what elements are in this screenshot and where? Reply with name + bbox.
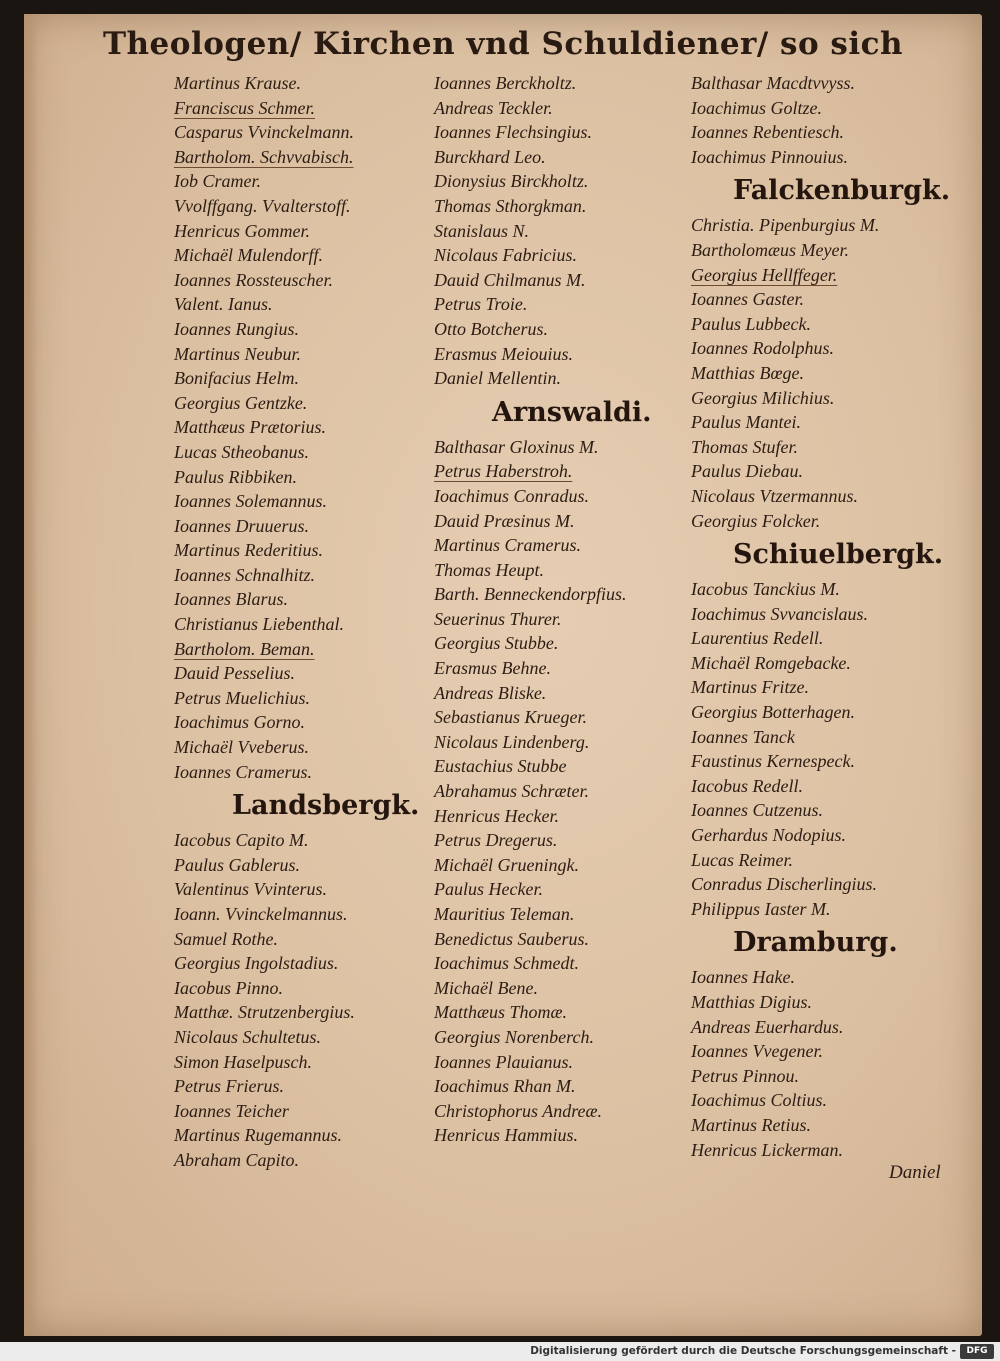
name-entry: Martinus Rugemannus. (174, 1125, 342, 1146)
name-entry: Ioannes Rodolphus. (691, 338, 834, 359)
section-heading: Landsbergk. (232, 790, 420, 822)
name-entry: Ioannes Rossteuscher. (174, 269, 333, 290)
section-heading: Falckenburgk. (733, 175, 951, 207)
name-entry: Eustachius Stubbe (434, 756, 567, 777)
name-entry: Abraham Capito. (174, 1149, 300, 1170)
name-entry: Ioannes Rebentiesch. (691, 122, 844, 143)
name-entry: Casparus Vvinckelmann. (174, 122, 354, 143)
name-entry: Dauid Præsinus M. (434, 510, 575, 531)
name-entry: Paulus Diebau. (691, 461, 803, 482)
name-entry: Andreas Euerhardus. (691, 1016, 844, 1037)
name-entry: Martinus Retius. (691, 1114, 811, 1135)
name-entry-underlined: Franciscus Schmer. (174, 97, 315, 118)
name-entry: Iacobus Tanckius M. (691, 579, 840, 600)
name-entry: Valent. Ianus. (174, 294, 273, 315)
name-entry: Gerhardus Nodopius. (691, 825, 847, 846)
name-entry: Ioann. Vvinckelmannus. (174, 904, 348, 924)
name-entry: Benedictus Sauberus. (434, 928, 589, 949)
name-entry: Ioannes Plauianus. (434, 1051, 573, 1072)
dfg-logo: DFG (960, 1344, 994, 1359)
name-entry: Iacobus Capito M. (174, 830, 309, 851)
name-entry: Samuel Rothe. (174, 928, 278, 949)
name-entry: Nicolaus Vtzermannus. (691, 485, 859, 506)
name-entry: Nicolaus Fabricius. (434, 245, 577, 266)
name-entry: Matthæus Thomæ. (434, 1002, 568, 1023)
section-heading: Dramburg. (733, 927, 898, 959)
name-entry: Iacobus Pinno. (174, 977, 283, 998)
name-entry: Balthasar Gloxinus M. (434, 436, 599, 457)
name-entry: Georgius Ingolstadius. (174, 953, 339, 974)
name-entry: Ioachimus Coltius. (691, 1090, 828, 1111)
name-entry: Thomas Sthorgkman. (434, 195, 587, 216)
name-entry: Christophorus Andreæ. (434, 1100, 603, 1121)
name-column-3 (691, 71, 950, 1162)
name-entry: Laurentius Redell. (691, 628, 824, 649)
name-column-2 (434, 71, 652, 1148)
name-entry: Paulus Hecker. (434, 879, 543, 900)
section-heading: Schiuelbergk. (733, 539, 944, 571)
name-entry: Seuerinus Thurer. (434, 608, 562, 629)
name-entry: Georgius Botterhagen. (691, 702, 855, 723)
name-entry: Georgius Norenberch. (434, 1026, 594, 1047)
name-entry: Ioannes Tanck (691, 726, 795, 747)
name-entry: Georgius Stubbe. (434, 633, 559, 654)
name-entry: Andreas Bliske. (434, 682, 547, 703)
name-entry: Henricus Hammius. (434, 1125, 578, 1146)
funding-notice: Digitalisierung gefördert durch die Deutsche Forschungsgemeinschaft - (530, 1345, 956, 1357)
name-entry: Petrus Troie. (434, 294, 528, 315)
name-entry: Petrus Muelichius. (174, 687, 310, 708)
catchword: Daniel (889, 1162, 941, 1183)
name-entry: Thomas Stufer. (691, 436, 799, 457)
name-entry: Ioannes Cutzenus. (691, 800, 823, 821)
name-entry: Petrus Frierus. (174, 1076, 284, 1097)
name-entry: Valentinus Vvinterus. (174, 879, 327, 900)
name-entry: Dauid Pesselius. (174, 663, 295, 684)
name-entry: Ioachimus Conradus. (434, 485, 590, 506)
name-entry: Iacobus Redell. (691, 775, 803, 796)
name-entry-underlined: Bartholom. Schvvabisch. (174, 146, 354, 167)
name-entry: Ioannes Teicher (174, 1100, 289, 1121)
name-entry: Ioannes Vvegener. (691, 1041, 823, 1062)
section-heading: Arnswaldi. (492, 396, 652, 428)
name-entry: Conradus Discherlingius. (691, 874, 878, 895)
name-entry: Bonifacius Helm. (174, 368, 299, 389)
name-entry: Daniel Mellentin. (434, 368, 561, 389)
name-entry: Erasmus Meiouius. (434, 343, 573, 364)
name-entry: Erasmus Behne. (434, 658, 551, 679)
name-entry: Lucas Reimer. (691, 849, 793, 870)
name-entry: Philippus Iaster M. (691, 898, 831, 919)
name-entry: Matthias Bœge. (691, 362, 804, 383)
name-entry: Paulus Gablerus. (174, 854, 300, 875)
name-entry: Stanislaus N. (434, 220, 530, 241)
name-entry: Ioachimus Svvancislaus. (691, 603, 868, 624)
name-entry: Henricus Hecker. (434, 805, 559, 826)
name-entry: Nicolaus Schultetus. (174, 1026, 321, 1047)
name-entry: Ioachimus Gorno. (174, 712, 305, 733)
name-entry: Faustinus Kernespeck. (691, 751, 855, 772)
name-entry: Ioannes Cramerus. (174, 761, 312, 782)
name-entry: Burckhard Leo. (434, 146, 546, 167)
name-entry: Michaël Vveberus. (174, 737, 309, 758)
name-entry: Martinus Fritze. (691, 677, 810, 698)
name-entry: Michaël Bene. (434, 977, 538, 998)
book-page (24, 14, 982, 1336)
name-entry: Ioachimus Schmedt. (434, 953, 579, 974)
name-entry: Andreas Teckler. (434, 97, 553, 118)
page-edge-shadow (24, 14, 38, 1336)
name-entry: Ioannes Schnalhitz. (174, 564, 315, 585)
name-entry: Thomas Heupt. (434, 559, 545, 580)
name-entry: Michaël Grueningk. (434, 854, 579, 875)
name-entry: Martinus Cramerus. (434, 535, 582, 556)
name-entry: Ioannes Flechsingius. (434, 122, 592, 143)
name-entry: Nicolaus Lindenberg. (434, 731, 590, 752)
name-entry: Michaël Romgebacke. (691, 652, 851, 673)
name-entry: Paulus Lubbeck. (691, 313, 811, 334)
name-entry: Iob Cramer. (174, 171, 262, 192)
name-entry: Martinus Neubur. (174, 343, 302, 364)
name-entry: Ioannes Solemannus. (174, 491, 327, 512)
name-entry: Ioannes Rungius. (174, 318, 299, 339)
name-entry-underlined: Georgius Hellffeger. (691, 264, 838, 285)
name-entry: Martinus Krause. (174, 73, 302, 93)
name-entry: Otto Botcherus. (434, 318, 548, 339)
name-entry: Dauid Chilmanus M. (434, 269, 586, 290)
name-entry-underlined: Bartholom. Beman. (174, 638, 315, 659)
name-entry: Paulus Ribbiken. (174, 466, 297, 487)
name-entry: Henricus Gommer. (174, 220, 310, 241)
name-entry: Ioannes Druuerus. (174, 515, 309, 536)
name-entry: Balthasar Macdtvvyss. (691, 73, 855, 93)
name-entry: Paulus Mantei. (691, 412, 801, 433)
name-entry: Henricus Lickerman. (691, 1139, 843, 1160)
name-entry: Matthæ. Strutzenbergius. (174, 1002, 355, 1023)
name-entry: Dionysius Birckholtz. (434, 171, 589, 192)
running-head: Theologen/ Kirchen vnd Schuldiener/ so sich (102, 26, 904, 62)
name-entry: Georgius Folcker. (691, 510, 821, 531)
name-entry: Ioannes Hake. (691, 967, 795, 988)
name-entry: Georgius Gentzke. (174, 392, 308, 413)
name-entry: Simon Haselpusch. (174, 1051, 312, 1072)
name-entry: Michaël Mulendorff. (174, 245, 323, 266)
name-entry: Georgius Milichius. (691, 387, 835, 408)
name-entry: Martinus Rederitius. (174, 540, 323, 561)
name-entry: Christia. Pipenburgius M. (691, 215, 880, 236)
name-entry: Christianus Liebenthal. (174, 614, 345, 635)
name-entry: Matthias Digius. (691, 992, 813, 1012)
name-entry: Lucas Stheobanus. (174, 441, 309, 462)
name-entry: Ioachimus Pinnouius. (691, 146, 848, 167)
name-column-1 (174, 71, 419, 1173)
name-entry: Bartholomæus Meyer. (691, 239, 849, 260)
name-entry: Ioachimus Rhan M. (434, 1076, 576, 1097)
name-entry: Ioannes Berckholtz. (434, 73, 577, 93)
name-entry: Petrus Dregerus. (434, 830, 558, 851)
name-entry: Matthæus Prætorius. (174, 417, 327, 438)
name-entry-underlined: Petrus Haberstroh. (434, 461, 573, 482)
name-entry: Sebastianus Krueger. (434, 707, 587, 728)
name-entry: Abrahamus Schræter. (434, 781, 590, 802)
name-entry: Barth. Benneckendorpfius. (434, 584, 627, 605)
name-entry: Ioannes Blarus. (174, 589, 288, 610)
name-entry: Vvolffgang. Vvalterstoff. (174, 195, 351, 216)
name-entry: Ioannes Gaster. (691, 289, 804, 310)
name-entry: Ioachimus Goltze. (691, 97, 822, 118)
name-entry: Petrus Pinnou. (691, 1065, 799, 1086)
name-entry: Mauritius Teleman. (434, 904, 575, 924)
